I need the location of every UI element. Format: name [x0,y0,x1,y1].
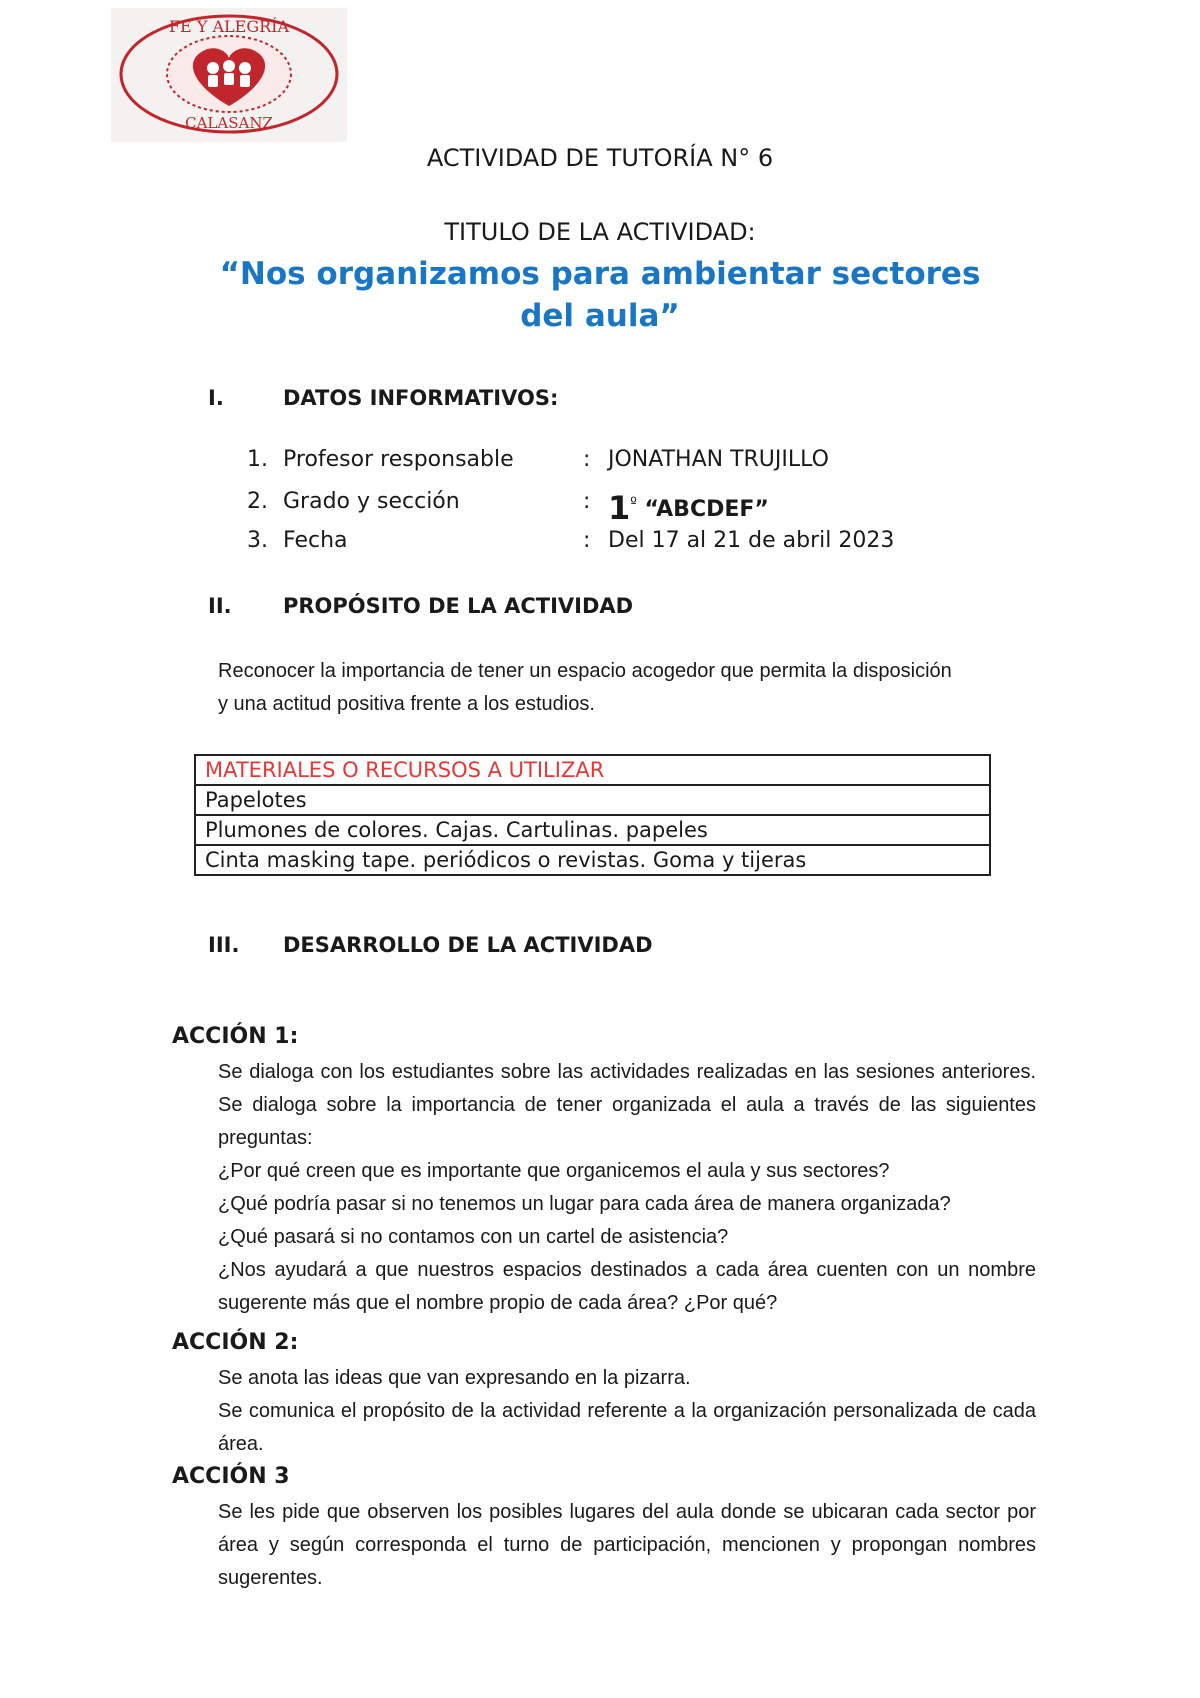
section-2-number: II. [208,594,232,618]
table-row [195,815,990,845]
accion-question: ¿Qué pasará si no contamos con un cartel de asistencia? [218,1226,729,1248]
accion-2-body [218,1362,1036,1461]
info-value [608,489,769,527]
info-colon: : [583,489,591,514]
document-title: ACTIVIDAD DE TUTORÍA N° 6 [426,144,774,172]
info-label: Grado y sección [283,489,460,514]
accion-paragraph: Se anota las ideas que van expresando en la pizarra. [218,1367,691,1389]
table-cell: Papelotes [195,785,990,815]
grade-ordinal: º [630,495,637,511]
school-logo [111,8,347,142]
info-number: 1. [247,447,268,472]
section-1-number: I. [208,386,224,410]
accion-3-body [218,1496,1036,1595]
table-cell: Plumones de colores. Cajas. Cartulinas. papeles [195,815,990,845]
info-colon: : [583,447,591,472]
activity-label: TITULO DE LA ACTIVIDAD: [444,218,756,246]
activity-title-line2: del aula” [520,298,680,334]
logo-text-bottom: CALASANZ [185,114,273,132]
table-row [195,845,990,875]
logo-emblem-icon [111,8,347,142]
info-value: JONATHAN TRUJILLO [608,447,829,472]
logo-text-top: FE Y ALEGRÍA [168,17,290,36]
info-value: Del 17 al 21 de abril 2023 [608,528,895,553]
accion-question: ¿Qué podría pasar si no tenemos un lugar para cada área de manera organizada? [218,1193,951,1215]
grade-section: “ABCDEF” [636,497,769,522]
purpose-line: Reconocer la importancia de tener un espacio acogedor que permita la disposición [218,660,952,682]
info-number: 2. [247,489,268,514]
materials-table [194,754,991,876]
materials-header: MATERIALES O RECURSOS A UTILIZAR [195,755,990,785]
accion-paragraph: Se dialoga con los estudiantes sobre las actividades realizadas en las sesiones anteriores. Se dialoga sobre la importancia de tener organizada el aula a través de las siguientes preguntas: [218,1061,1036,1149]
accion-question: ¿Nos ayudará a que nuestros espacios destinados a cada área cuenten con un nombre sugerente más que el nombre propio de cada área? ¿Por qué? [218,1259,1036,1314]
accion-2-title: ACCIÓN 2: [172,1330,299,1355]
grade-number: 1 [608,489,631,527]
activity-title [0,253,1200,337]
purpose-line: y una actitud positiva frente a los estudios. [218,693,595,715]
accion-paragraph: Se comunica el propósito de la actividad referente a la organización personalizada de cada área. [218,1400,1036,1455]
accion-1-body [218,1056,1036,1320]
section-3-number: III. [208,933,240,957]
info-label: Fecha [283,528,348,553]
section-3-title: DESARROLLO DE LA ACTIVIDAD [283,933,653,957]
accion-3-title: ACCIÓN 3 [172,1464,290,1489]
table-row [195,755,990,785]
info-number: 3. [247,528,268,553]
table-cell: Cinta masking tape. periódicos o revistas. Goma y tijeras [195,845,990,875]
activity-title-line1: “Nos organizamos para ambientar sectores [219,256,981,292]
info-colon: : [583,528,591,553]
accion-question: ¿Por qué creen que es importante que organicemos el aula y sus sectores? [218,1160,890,1182]
purpose-text [218,655,1038,721]
section-2-title: PROPÓSITO DE LA ACTIVIDAD [283,594,634,618]
section-1-title: DATOS INFORMATIVOS: [283,386,559,410]
accion-1-title: ACCIÓN 1: [172,1024,299,1049]
accion-paragraph: Se les pide que observen los posibles lugares del aula donde se ubicaran cada sector por área y según corresponda el turno de participación, mencionen y propongan nombres sugerentes. [218,1501,1036,1589]
table-row [195,785,990,815]
info-label: Profesor responsable [283,447,514,472]
